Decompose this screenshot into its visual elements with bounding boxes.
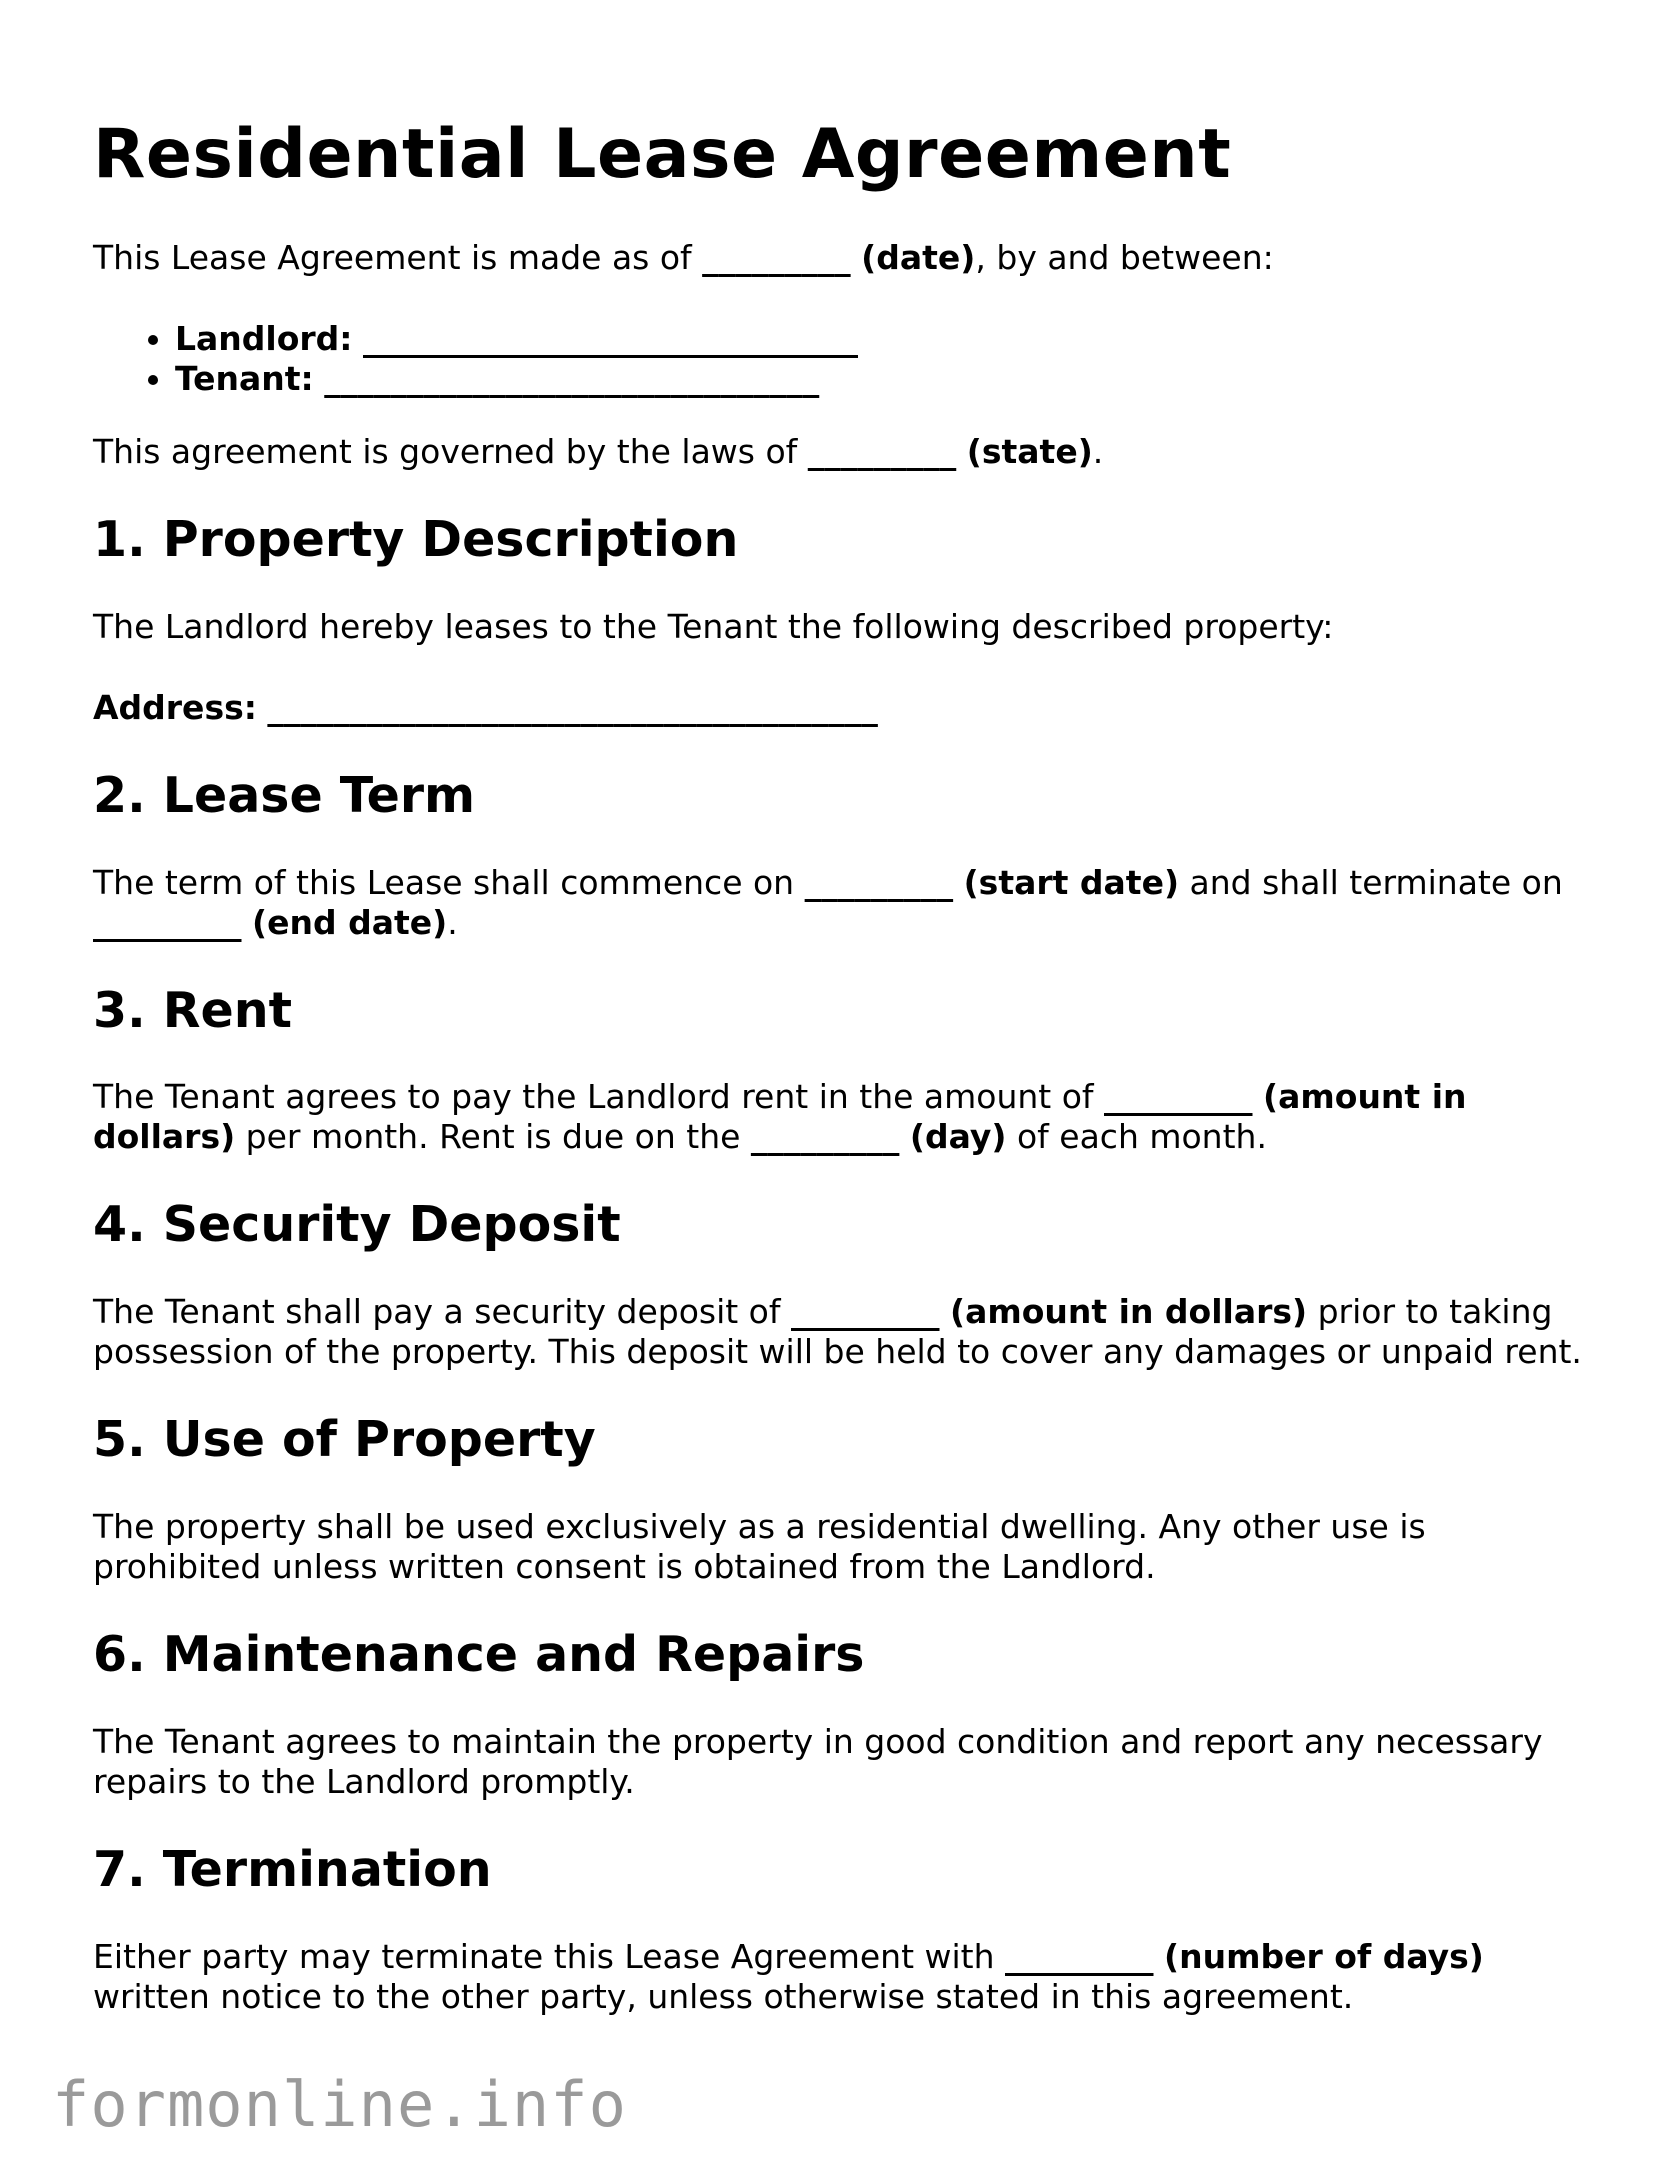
governed-paragraph [93,432,1603,472]
document-title: Residential Lease Agreement [93,115,1232,194]
party-landlord [175,319,1603,359]
section-heading-use: 5. Use of Property [93,1411,596,1469]
lease-document [93,115,1603,2058]
term-prefix: The term of this Lease shall commence on [93,862,805,902]
deposit-suffix: prior to taking possession of the property. This deposit will be held to cover any damages or unpaid rent. [93,1292,1582,1372]
section-heading-deposit: 4. Security Deposit [93,1196,621,1254]
rent-prefix: The Tenant agrees to pay the Landlord rent in the amount of [93,1077,1105,1117]
landlord-blank: ______________________________ [363,318,858,358]
maintenance-paragraph: The Tenant agrees to maintain the property in good condition and report any necessary repairs to the Landlord promptly. [93,1722,1543,1802]
notice-days-label: (number of days) [1164,1937,1484,1977]
rent-suffix: of each month. [1006,1117,1267,1157]
property-paragraph: The Landlord hereby leases to the Tenant the following described property: [93,606,1334,646]
term-suffix: . [447,902,458,942]
use-paragraph: The property shall be used exclusively as a residential dwelling. Any other use is prohibited unless written consent is obtained from the Landlord. [93,1507,1426,1587]
address-label: Address: [93,687,257,727]
deposit-amount-blank: _________ [790,1292,940,1332]
party-tenant [175,359,1603,399]
start-date-label: (start date) [963,862,1180,902]
deposit-prefix: The Tenant shall pay a security deposit of [93,1292,791,1332]
deposit-paragraph [93,1292,1603,1372]
tenant-label: Tenant: [175,358,314,398]
end-date-blank: _________ [93,902,242,942]
section-heading-maintenance: 6. Maintenance and Repairs [93,1626,865,1684]
section-heading-rent: 3. Rent [93,981,293,1039]
termination-suffix: written notice to the other party, unless otherwise stated in this agreement. [93,1977,1354,2017]
end-date-label: (end date) [252,902,448,942]
rent-middle: per month. Rent is due on the [235,1117,751,1157]
date-label: (date) [861,237,976,277]
date-blank: _________ [702,237,851,277]
intro-prefix: This Lease Agreement is made as of [93,237,703,277]
state-blank: _________ [807,431,957,471]
rent-paragraph [93,1077,1603,1157]
deposit-amount-label: (amount in dollars) [949,1292,1308,1332]
intro-suffix: , by and between: [975,237,1274,277]
section-heading-property: 1. Property Description [93,510,739,568]
governed-prefix: This agreement is governed by the laws of [93,431,808,471]
governed-suffix: . [1092,431,1104,471]
rent-amount-blank: _________ [1104,1077,1253,1117]
rent-day-blank: _________ [750,1117,900,1157]
tenant-blank: ______________________________ [324,358,820,398]
termination-paragraph [93,1937,1603,2017]
start-date-blank: _________ [804,862,954,902]
intro-paragraph [93,238,1603,278]
termination-prefix: Either party may terminate this Lease Agreement with [93,1937,1006,1977]
parties-list [93,319,1603,399]
landlord-label: Landlord: [175,318,353,358]
rent-day-label: (day) [909,1117,1007,1157]
state-label: (state) [966,431,1093,471]
term-paragraph [93,863,1603,943]
notice-days-blank: _________ [1005,1937,1154,1977]
term-middle: and shall terminate on [1179,862,1563,902]
address-line [93,688,1603,728]
watermark: formonline.info [52,2068,627,2141]
section-heading-termination: 7. Termination [93,1841,492,1899]
address-blank: _____________________________________ [267,687,878,727]
section-heading-term: 2. Lease Term [93,766,476,824]
rent-amount-label: (amount in dollars) [93,1077,1467,1157]
